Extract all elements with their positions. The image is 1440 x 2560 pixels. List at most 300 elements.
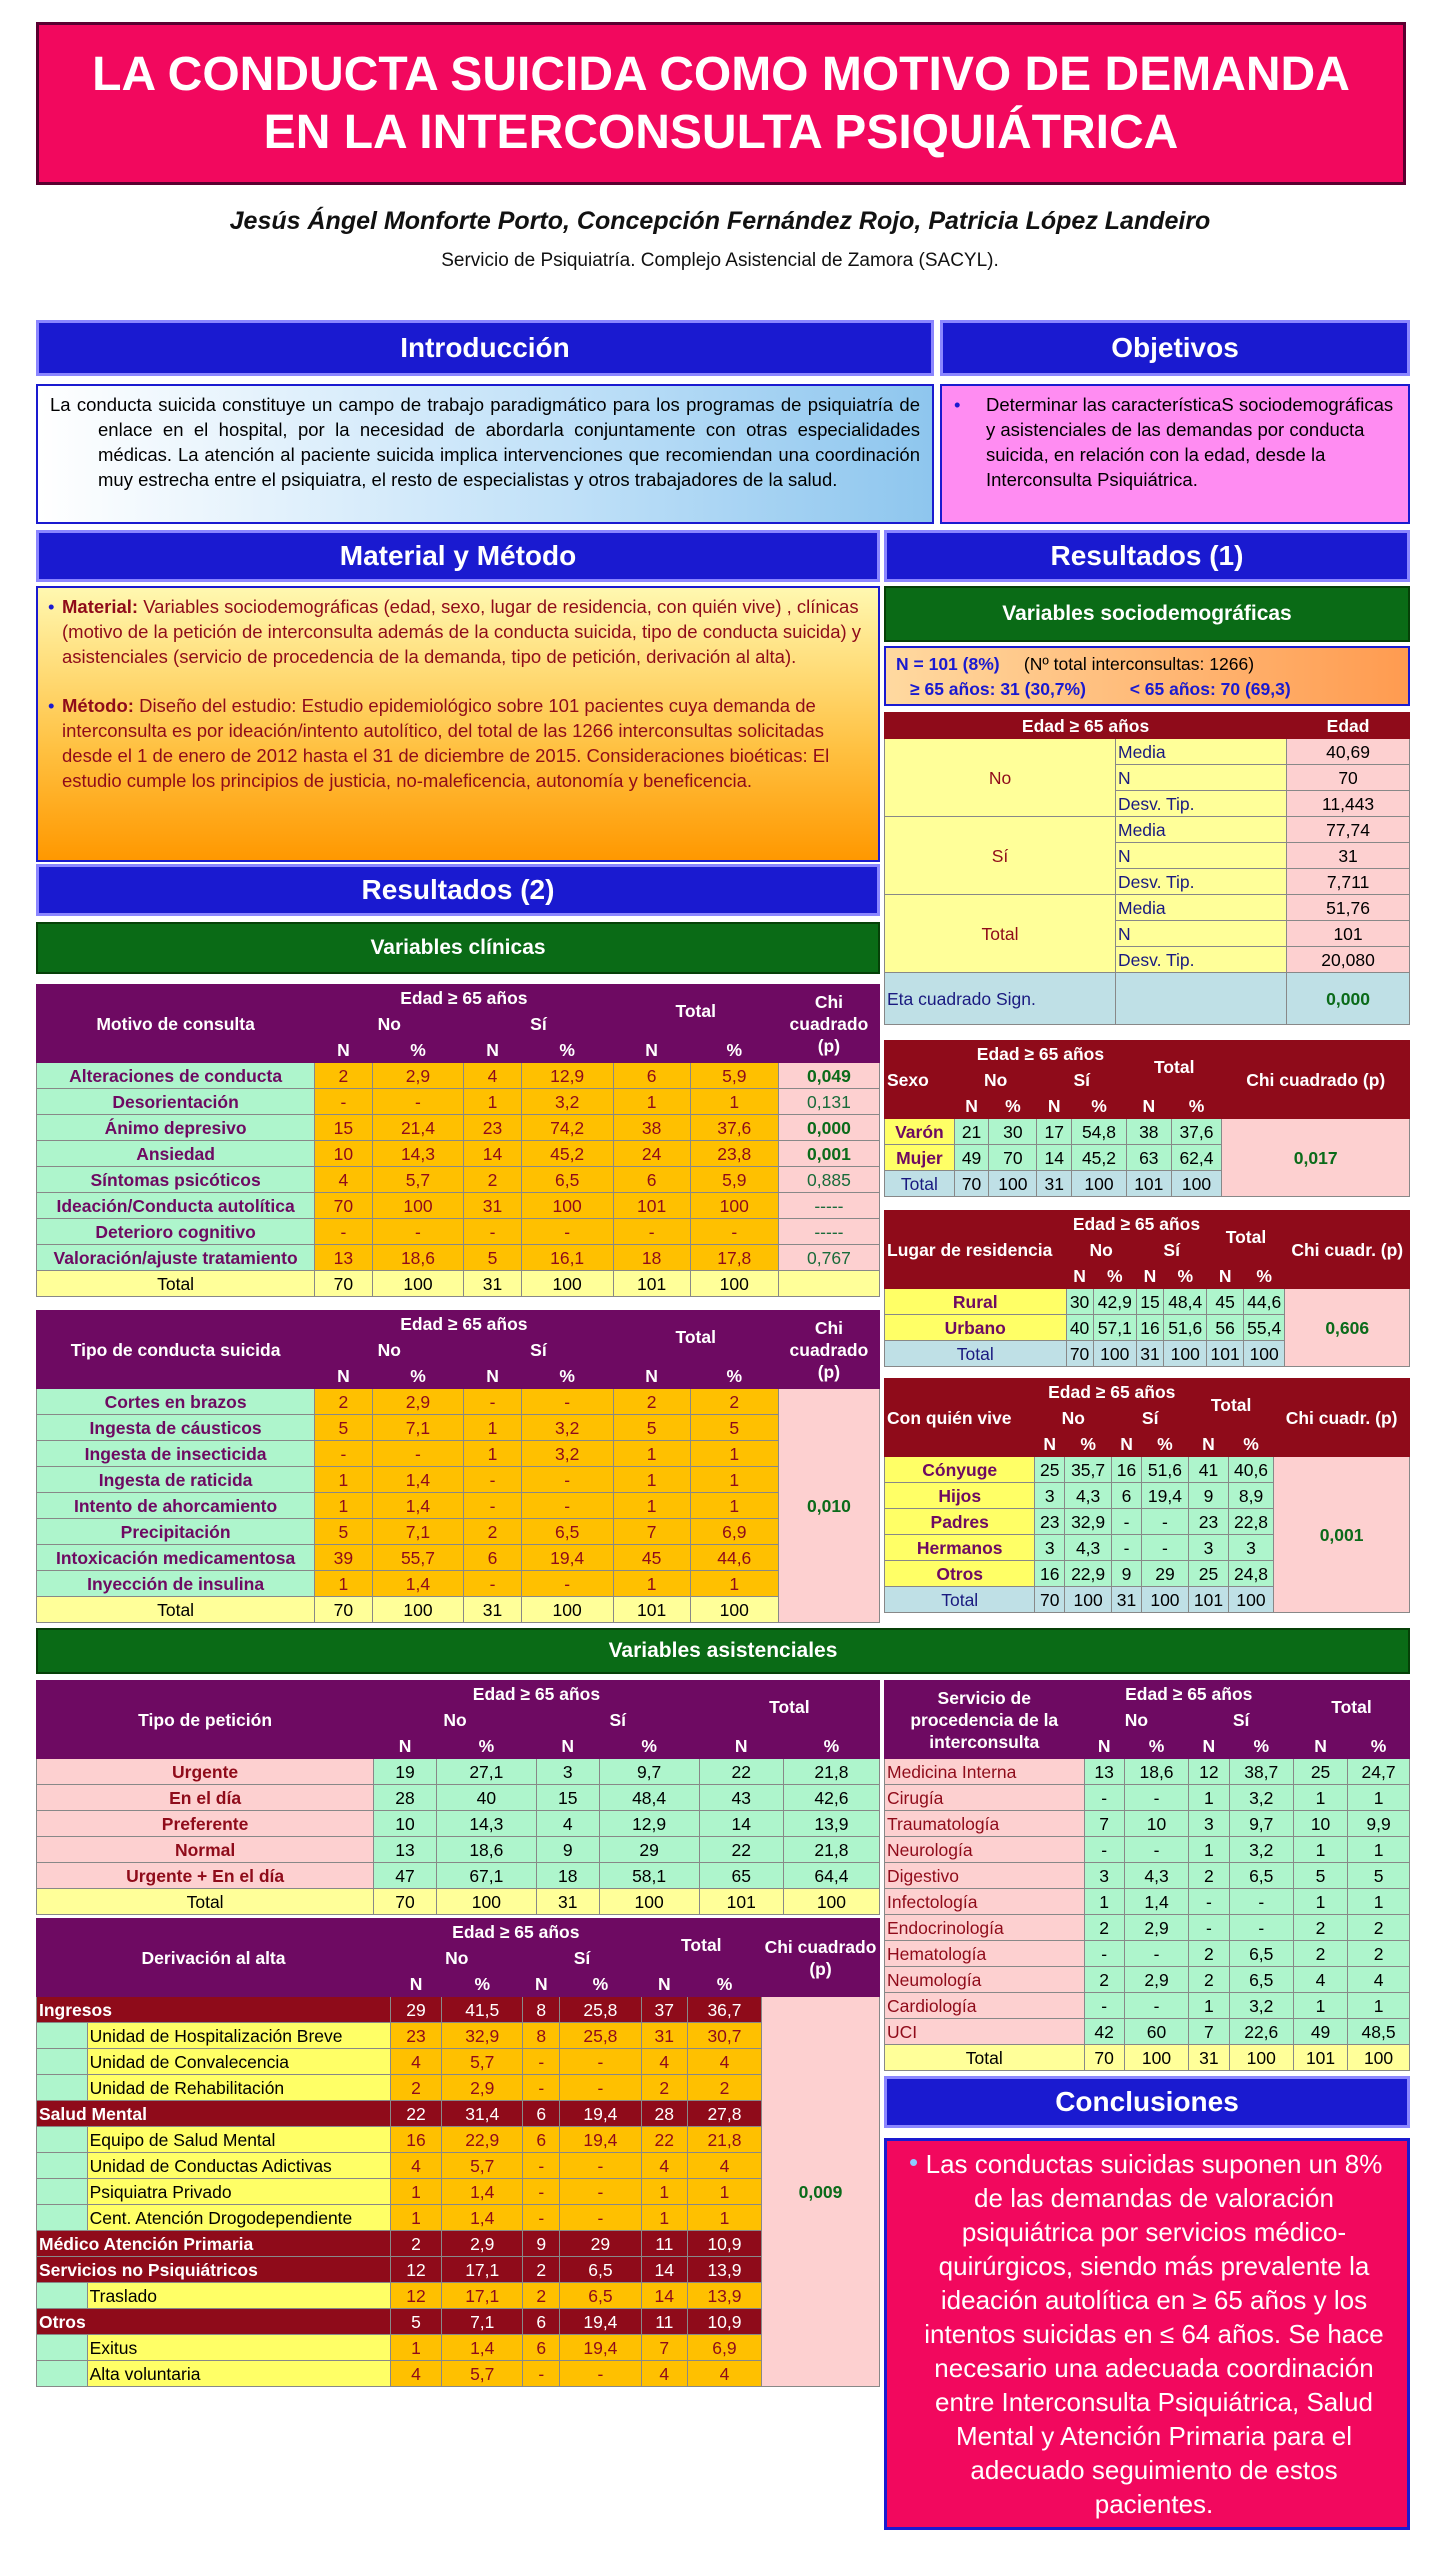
table-row bbox=[37, 1415, 880, 1441]
table-cell: - bbox=[521, 1571, 613, 1597]
intro-text-box bbox=[36, 384, 934, 524]
table-cell: 30,7 bbox=[687, 2023, 761, 2049]
table-cell bbox=[37, 2153, 88, 2179]
table-cell: - bbox=[372, 1089, 464, 1115]
vive-table bbox=[884, 1378, 1410, 1613]
table-cell: 63 bbox=[1127, 1145, 1172, 1171]
table-cell: 6 bbox=[1112, 1483, 1142, 1509]
table-cell: % bbox=[1228, 1431, 1273, 1457]
table-cell: - bbox=[523, 2049, 560, 2075]
table-cell: 4 bbox=[687, 2049, 761, 2075]
table-cell: Sí bbox=[1189, 1707, 1294, 1733]
table-row bbox=[885, 2045, 1410, 2071]
table-cell: 1 bbox=[613, 1571, 690, 1597]
table-cell: 1,4 bbox=[442, 2205, 523, 2231]
table-cell: 9,9 bbox=[1348, 1811, 1410, 1837]
table-cell: 1 bbox=[613, 1493, 690, 1519]
table-cell: 37 bbox=[641, 1997, 687, 2023]
table-cell: 16,1 bbox=[521, 1245, 613, 1271]
table-cell: Inyección de insulina bbox=[37, 1571, 315, 1597]
table-cell: 7 bbox=[1189, 2019, 1229, 2045]
table-cell: 100 bbox=[690, 1597, 778, 1623]
objetivos-heading: Objetivos bbox=[940, 320, 1410, 376]
table-cell: 2,9 bbox=[372, 1063, 464, 1089]
table-cell: Normal bbox=[37, 1837, 374, 1863]
table-cell: 7,1 bbox=[442, 2309, 523, 2335]
table-row bbox=[37, 2049, 880, 2075]
table-cell: % bbox=[599, 1733, 699, 1759]
table-cell: % bbox=[372, 1363, 464, 1389]
table-cell: 19,4 bbox=[560, 2309, 641, 2335]
table-cell: 10,9 bbox=[687, 2231, 761, 2257]
table-cell: - bbox=[560, 2049, 641, 2075]
table-cell: 2 bbox=[1348, 1941, 1410, 1967]
table-cell: 17 bbox=[1037, 1119, 1071, 1145]
table-cell: N bbox=[1116, 921, 1287, 947]
table-cell: 7,711 bbox=[1287, 869, 1410, 895]
table-cell: 10,9 bbox=[687, 2309, 761, 2335]
table-row bbox=[37, 2309, 880, 2335]
table-cell: % bbox=[560, 1971, 641, 1997]
table-row bbox=[885, 1837, 1410, 1863]
table-cell: 1,4 bbox=[372, 1571, 464, 1597]
table-cell: 3 bbox=[536, 1759, 599, 1785]
table-row bbox=[885, 1863, 1410, 1889]
table-cell: Desv. Tip. bbox=[1116, 791, 1287, 817]
table-cell: 57,1 bbox=[1093, 1315, 1136, 1341]
table-cell: 13 bbox=[315, 1245, 372, 1271]
table-row bbox=[37, 1141, 880, 1167]
table-row bbox=[37, 2101, 880, 2127]
table-cell: 100 bbox=[1228, 1587, 1273, 1613]
n-total: (Nº total interconsultas: 1266) bbox=[1023, 654, 1255, 674]
table-cell: Infectología bbox=[885, 1889, 1085, 1915]
table-cell: 2 bbox=[690, 1389, 778, 1415]
table-cell: 1 bbox=[1348, 1837, 1410, 1863]
table-cell: Media bbox=[1116, 895, 1287, 921]
table-cell: 2,9 bbox=[1124, 1967, 1188, 1993]
table-cell: 9 bbox=[1112, 1561, 1142, 1587]
table-cell: 0,131 bbox=[778, 1089, 879, 1115]
table-cell: 45,2 bbox=[521, 1141, 613, 1167]
table-cell: 0,001 bbox=[1274, 1457, 1410, 1613]
table-row bbox=[37, 1115, 880, 1141]
table-cell: 5 bbox=[464, 1245, 521, 1271]
table-cell: Valoración/ajuste tratamiento bbox=[37, 1245, 315, 1271]
table-cell: Ingesta de raticida bbox=[37, 1467, 315, 1493]
table-row bbox=[885, 895, 1410, 921]
table-cell: ----- bbox=[778, 1193, 879, 1219]
table-cell: Intoxicación medicamentosa bbox=[37, 1545, 315, 1571]
table-cell: 1 bbox=[315, 1571, 372, 1597]
column-header: Edad ≥ 65 años bbox=[1066, 1211, 1207, 1237]
table-cell: 38,7 bbox=[1229, 1759, 1293, 1785]
table-cell: 17,1 bbox=[442, 2283, 523, 2309]
table-cell bbox=[37, 2283, 88, 2309]
column-header: Edad ≥ 65 años bbox=[315, 1311, 613, 1337]
table-cell: No bbox=[391, 1945, 523, 1971]
table-cell: 70 bbox=[315, 1193, 372, 1219]
table-cell bbox=[37, 2049, 88, 2075]
table-cell: 14 bbox=[699, 1811, 783, 1837]
table-cell: 55,4 bbox=[1243, 1315, 1285, 1341]
table-cell: 100 bbox=[1348, 2045, 1410, 2071]
row-header: Servicio de procedencia de la interconsulta bbox=[885, 1681, 1085, 1759]
table-row bbox=[37, 2153, 880, 2179]
table-cell: 37,6 bbox=[1171, 1119, 1222, 1145]
table-cell: % bbox=[690, 1037, 778, 1063]
table-cell: 1 bbox=[464, 1441, 521, 1467]
table-cell: 6 bbox=[523, 2335, 560, 2361]
table-cell: Precipitación bbox=[37, 1519, 315, 1545]
table-row bbox=[885, 1457, 1410, 1483]
table-cell: 24 bbox=[613, 1141, 690, 1167]
res1-heading: Resultados (1) bbox=[884, 530, 1410, 582]
table-cell: 42 bbox=[1084, 2019, 1124, 2045]
table-cell: 1,4 bbox=[372, 1467, 464, 1493]
table-cell: Total bbox=[885, 2045, 1085, 2071]
table-cell: 6,5 bbox=[521, 1167, 613, 1193]
table-cell: 2 bbox=[464, 1167, 521, 1193]
column-header: Total bbox=[1189, 1379, 1274, 1431]
table-cell: 101 bbox=[1127, 1171, 1172, 1197]
table-cell: 12 bbox=[391, 2283, 442, 2309]
table-cell: 1 bbox=[613, 1089, 690, 1115]
table-cell: Sí bbox=[464, 1337, 613, 1363]
table-cell: No bbox=[885, 739, 1116, 817]
table-cell bbox=[778, 1271, 879, 1297]
table-cell: 3 bbox=[1189, 1811, 1229, 1837]
table-cell: 48,5 bbox=[1348, 2019, 1410, 2045]
table-cell: Ideación/Conducta autolítica bbox=[37, 1193, 315, 1219]
table-cell: 2 bbox=[523, 2257, 560, 2283]
table-cell: Ingresos bbox=[37, 1997, 391, 2023]
table-row bbox=[885, 1941, 1410, 1967]
table-cell: 100 bbox=[1171, 1171, 1222, 1197]
table-cell: Unidad de Hospitalización Breve bbox=[87, 2023, 390, 2049]
metodo-box bbox=[36, 586, 880, 862]
row-header: Derivación al alta bbox=[37, 1919, 391, 1997]
table-cell: 40,6 bbox=[1228, 1457, 1273, 1483]
table-cell: 18,6 bbox=[1124, 1759, 1188, 1785]
table-cell: 11 bbox=[641, 2231, 687, 2257]
table-cell: 29 bbox=[560, 2231, 641, 2257]
table-cell: 21,8 bbox=[783, 1837, 879, 1863]
table-cell: No bbox=[315, 1011, 464, 1037]
table-cell: Total bbox=[885, 1341, 1067, 1367]
table-cell: Exitus bbox=[87, 2335, 390, 2361]
table-cell: 25 bbox=[1035, 1457, 1065, 1483]
table-cell: No bbox=[1035, 1405, 1112, 1431]
table-cell: - bbox=[1141, 1509, 1188, 1535]
table-cell: 6,5 bbox=[1229, 1967, 1293, 1993]
table-cell: N bbox=[464, 1037, 521, 1063]
column-header: Total bbox=[1127, 1041, 1222, 1093]
table-cell: % bbox=[442, 1971, 523, 1997]
derivacion-table bbox=[36, 1918, 880, 2387]
table-cell: % bbox=[687, 1971, 761, 1997]
table-cell: 16 bbox=[1035, 1561, 1065, 1587]
table-cell: - bbox=[1084, 1837, 1124, 1863]
table-cell: 3,2 bbox=[521, 1441, 613, 1467]
table-cell: 22,8 bbox=[1228, 1509, 1273, 1535]
table-cell: 9 bbox=[536, 1837, 599, 1863]
table-cell: 4 bbox=[641, 2049, 687, 2075]
column-header: Edad ≥ 65 años bbox=[885, 713, 1287, 739]
table-cell: 25,8 bbox=[560, 2023, 641, 2049]
table-cell: 2 bbox=[523, 2283, 560, 2309]
table-cell: 5 bbox=[690, 1415, 778, 1441]
table-cell: 5,9 bbox=[690, 1063, 778, 1089]
table-cell: 1,4 bbox=[442, 2335, 523, 2361]
table-cell: N bbox=[613, 1363, 690, 1389]
table-cell: 17,8 bbox=[690, 1245, 778, 1271]
table-cell: 100 bbox=[1229, 2045, 1293, 2071]
sexo-table bbox=[884, 1040, 1410, 1197]
metodo-heading: Material y Método bbox=[36, 530, 880, 582]
table-cell: 29 bbox=[1141, 1561, 1188, 1587]
table-cell: 22 bbox=[641, 2127, 687, 2153]
table-row bbox=[37, 1089, 880, 1115]
table-cell: 12,9 bbox=[521, 1063, 613, 1089]
table-cell: - bbox=[1124, 1785, 1188, 1811]
table-cell: - bbox=[372, 1441, 464, 1467]
table-cell: % bbox=[1229, 1733, 1293, 1759]
table-row bbox=[37, 1863, 880, 1889]
table-cell: Síntomas psicóticos bbox=[37, 1167, 315, 1193]
table-cell: 32,9 bbox=[442, 2023, 523, 2049]
table-row bbox=[37, 1889, 880, 1915]
metodo-paragraph bbox=[48, 693, 866, 793]
table-cell: 2 bbox=[1189, 1863, 1229, 1889]
table-cell: Mujer bbox=[885, 1145, 955, 1171]
table-cell: N bbox=[1035, 1431, 1065, 1457]
table-cell: 2,9 bbox=[442, 2075, 523, 2101]
table-cell: Varón bbox=[885, 1119, 955, 1145]
table-cell: 10 bbox=[1124, 1811, 1188, 1837]
conclusiones-text: Las conductas suicidas suponen un 8% de las demandas de valoración psiquiátrica por servicios médico-quirúrgicos, siendo más prevalente la ideación autolítica en ≥ 65 años y los intentos suicidas en ≤ 64 años. Se hace necesario una adecuada coordinación entre Interconsulta Psiquiátrica, Salud Mental y Atención Primaria para el adecuado seguimiento de estos pacientes. bbox=[924, 2149, 1384, 2519]
table-cell: 24,7 bbox=[1348, 1759, 1410, 1785]
table-row bbox=[885, 713, 1410, 739]
table-row bbox=[885, 973, 1410, 1025]
table-cell bbox=[37, 2205, 88, 2231]
table-cell: N bbox=[1116, 843, 1287, 869]
table-cell: No bbox=[374, 1707, 537, 1733]
table-cell: 14,3 bbox=[372, 1141, 464, 1167]
table-cell: - bbox=[315, 1219, 372, 1245]
table-cell: 6,5 bbox=[1229, 1941, 1293, 1967]
table-cell: 3,2 bbox=[1229, 1993, 1293, 2019]
table-cell: 5,7 bbox=[442, 2361, 523, 2387]
table-cell: - bbox=[560, 2205, 641, 2231]
table-cell: - bbox=[1124, 1837, 1188, 1863]
table-cell: Unidad de Rehabilitación bbox=[87, 2075, 390, 2101]
table-cell: - bbox=[1084, 1993, 1124, 2019]
column-header: Total bbox=[613, 985, 778, 1037]
table-cell: N bbox=[1189, 1733, 1229, 1759]
table-cell: 6,5 bbox=[1229, 1863, 1293, 1889]
table-cell: 22,6 bbox=[1229, 2019, 1293, 2045]
table-cell: 2 bbox=[1189, 1967, 1229, 1993]
table-row bbox=[885, 1915, 1410, 1941]
table-cell: 3 bbox=[1035, 1535, 1065, 1561]
table-cell: 5 bbox=[391, 2309, 442, 2335]
table-cell: 2 bbox=[315, 1389, 372, 1415]
table-cell: 25 bbox=[1293, 1759, 1347, 1785]
table-cell: 2 bbox=[1189, 1941, 1229, 1967]
table-cell: Médico Atención Primaria bbox=[37, 2231, 391, 2257]
table-cell: Sí bbox=[536, 1707, 699, 1733]
table-row bbox=[37, 2127, 880, 2153]
table-cell: % bbox=[1071, 1093, 1126, 1119]
table-cell bbox=[37, 2179, 88, 2205]
table-cell: 6,5 bbox=[560, 2283, 641, 2309]
table-cell: En el día bbox=[37, 1785, 374, 1811]
table-cell: 2,9 bbox=[372, 1389, 464, 1415]
table-cell: 2 bbox=[613, 1389, 690, 1415]
table-row bbox=[37, 1759, 880, 1785]
table-cell: No bbox=[954, 1067, 1037, 1093]
table-row bbox=[37, 1441, 880, 1467]
table-cell: 101 bbox=[613, 1597, 690, 1623]
table-cell: 0,606 bbox=[1285, 1289, 1410, 1367]
table-cell: 74,2 bbox=[521, 1115, 613, 1141]
table-cell: % bbox=[1164, 1263, 1207, 1289]
table-cell: 16 bbox=[391, 2127, 442, 2153]
table-cell: 5 bbox=[1293, 1863, 1347, 1889]
table-cell: - bbox=[1189, 1915, 1229, 1941]
table-cell: % bbox=[436, 1733, 536, 1759]
table-cell: 41,5 bbox=[442, 1997, 523, 2023]
table-cell: 100 bbox=[1065, 1587, 1112, 1613]
table-cell: % bbox=[783, 1733, 879, 1759]
column-header: Total bbox=[1293, 1681, 1409, 1733]
table-cell: 60 bbox=[1124, 2019, 1188, 2045]
table-cell: N bbox=[1189, 1431, 1229, 1457]
table-cell: 100 bbox=[521, 1597, 613, 1623]
table-cell: 41 bbox=[1189, 1457, 1229, 1483]
table-cell: Medicina Interna bbox=[885, 1759, 1085, 1785]
table-cell: - bbox=[613, 1219, 690, 1245]
column-header: Chi cuadrado (p) bbox=[1222, 1041, 1410, 1119]
table-cell: 1 bbox=[613, 1441, 690, 1467]
bullet-icon: • bbox=[954, 394, 961, 415]
table-cell: - bbox=[523, 2179, 560, 2205]
table-cell: 1 bbox=[391, 2335, 442, 2361]
table-cell: 5,7 bbox=[372, 1167, 464, 1193]
table-cell: 31 bbox=[641, 2023, 687, 2049]
table-cell: N bbox=[641, 1971, 687, 1997]
table-row bbox=[885, 1289, 1410, 1315]
table-row bbox=[37, 1597, 880, 1623]
table-cell: Hermanos bbox=[885, 1535, 1035, 1561]
table-cell: 54,8 bbox=[1071, 1119, 1126, 1145]
table-cell: 15 bbox=[1136, 1289, 1163, 1315]
table-cell: 51,6 bbox=[1141, 1457, 1188, 1483]
table-cell: 1 bbox=[1348, 1993, 1410, 2019]
table-cell: 18 bbox=[536, 1863, 599, 1889]
table-cell: 101 bbox=[1293, 2045, 1347, 2071]
table-row bbox=[37, 1245, 880, 1271]
table-cell: 55,7 bbox=[372, 1545, 464, 1571]
table-cell: - bbox=[521, 1389, 613, 1415]
table-cell: 21,8 bbox=[687, 2127, 761, 2153]
table-cell: 25,8 bbox=[560, 1997, 641, 2023]
table-cell: % bbox=[1243, 1263, 1285, 1289]
table-cell: 3 bbox=[1084, 1863, 1124, 1889]
table-cell: 2,9 bbox=[1124, 1915, 1188, 1941]
table-row bbox=[37, 2205, 880, 2231]
n-line: N = 101 (8%) bbox=[896, 654, 1000, 674]
table-row bbox=[885, 1811, 1410, 1837]
table-cell: 4 bbox=[1293, 1967, 1347, 1993]
table-cell: 15 bbox=[315, 1115, 372, 1141]
conclusiones-heading: Conclusiones bbox=[884, 2076, 1410, 2128]
table-row bbox=[37, 1311, 880, 1337]
table-cell: 22 bbox=[699, 1837, 783, 1863]
table-cell: Cent. Atención Drogodependiente bbox=[87, 2205, 390, 2231]
table-cell: 12,9 bbox=[599, 1811, 699, 1837]
table-cell: - bbox=[464, 1389, 521, 1415]
table-cell: Sí bbox=[464, 1011, 613, 1037]
edad-table bbox=[884, 712, 1410, 1025]
table-cell: 1,4 bbox=[372, 1493, 464, 1519]
table-cell: 18,6 bbox=[372, 1245, 464, 1271]
table-cell: 23 bbox=[1189, 1509, 1229, 1535]
table-cell: 1 bbox=[464, 1415, 521, 1441]
table-row bbox=[37, 1837, 880, 1863]
row-header: Lugar de residencia bbox=[885, 1211, 1067, 1289]
table-cell: 36,7 bbox=[687, 1997, 761, 2023]
row-header: Tipo de petición bbox=[37, 1681, 374, 1759]
table-cell: 5 bbox=[1348, 1863, 1410, 1889]
table-cell: 5,7 bbox=[442, 2153, 523, 2179]
table-cell: Ánimo depresivo bbox=[37, 1115, 315, 1141]
table-cell: - bbox=[315, 1089, 372, 1115]
table-cell: 70 bbox=[315, 1597, 372, 1623]
table-cell: 0,017 bbox=[1222, 1119, 1410, 1197]
table-row bbox=[885, 1967, 1410, 1993]
conclusiones-box bbox=[884, 2138, 1410, 2530]
column-header: Chi cuadrado (p) bbox=[778, 1311, 879, 1389]
table-cell: 1 bbox=[315, 1493, 372, 1519]
table-cell: Traslado bbox=[87, 2283, 390, 2309]
table-cell: 101 bbox=[613, 1193, 690, 1219]
table-cell: 101 bbox=[1189, 1587, 1229, 1613]
table-cell: 47 bbox=[374, 1863, 437, 1889]
table-row bbox=[885, 1681, 1410, 1707]
table-cell: 100 bbox=[372, 1193, 464, 1219]
table-cell: - bbox=[1084, 1785, 1124, 1811]
table-cell: Otros bbox=[885, 1561, 1035, 1587]
authors: Jesús Ángel Monforte Porto, Concepción Fernández Rojo, Patricia López Landeiro bbox=[229, 207, 1211, 235]
table-row bbox=[37, 1997, 880, 2023]
table-cell: Total bbox=[37, 1271, 315, 1297]
table-cell: Cardiología bbox=[885, 1993, 1085, 2019]
material-paragraph bbox=[48, 594, 866, 669]
table-cell: 9,7 bbox=[1229, 1811, 1293, 1837]
table-cell: Desorientación bbox=[37, 1089, 315, 1115]
table-cell: Deterioro cognitivo bbox=[37, 1219, 315, 1245]
table-cell: Hijos bbox=[885, 1483, 1035, 1509]
res2-heading: Resultados (2) bbox=[36, 864, 880, 916]
asist-subheading: Variables asistenciales bbox=[36, 1628, 1410, 1674]
column-header: Edad ≥ 65 años bbox=[1035, 1379, 1189, 1405]
table-cell: 9 bbox=[1189, 1483, 1229, 1509]
table-cell: 11,443 bbox=[1287, 791, 1410, 817]
table-cell: Desv. Tip. bbox=[1116, 869, 1287, 895]
table-cell: Cortes en brazos bbox=[37, 1389, 315, 1415]
